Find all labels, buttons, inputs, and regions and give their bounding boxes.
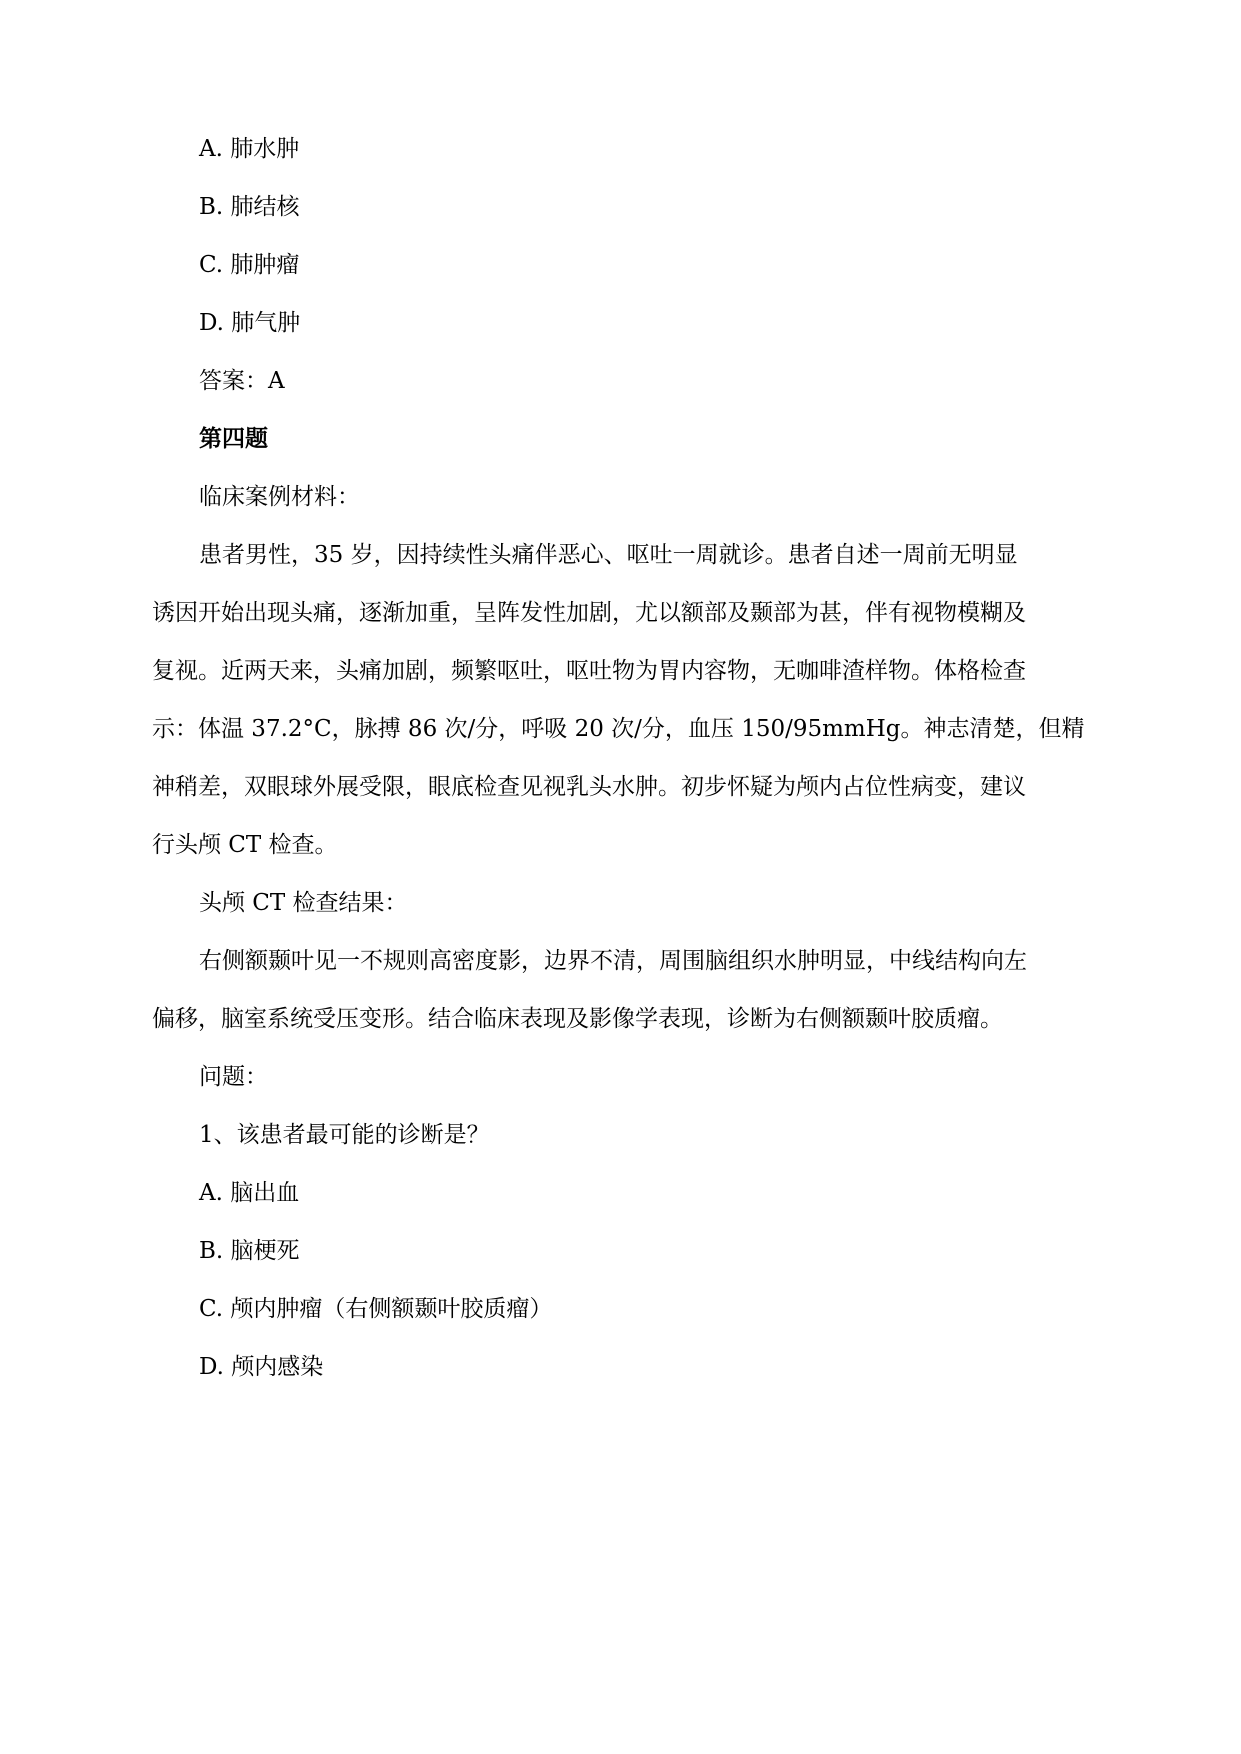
- ct-text-line-2: 偏移，脑室系统受压变形。结合临床表现及影像学表现，诊断为右侧额颞叶胶质瘤。: [152, 1006, 1003, 1032]
- case-text-line-4: 示：体温 37.2°C，脉搏 86 次/分，呼吸 20 次/分，血压 150/95mmHg。神志清楚，但精: [152, 716, 1085, 742]
- prev-option-a: A. 肺水肿: [199, 136, 300, 162]
- case-text-line-2: 诱因开始出现头痛，逐渐加重，呈阵发性加剧，尤以额部及颞部为甚，伴有视物模糊及: [152, 600, 1026, 626]
- prev-option-d: D. 肺气肿: [199, 310, 301, 336]
- q1-option-c: C. 颅内肿瘤（右侧额颞叶胶质瘤）: [199, 1296, 553, 1322]
- prev-answer: 答案：A: [199, 368, 285, 394]
- question-heading: 第四题: [199, 425, 268, 452]
- q1-option-a: A. 脑出血: [199, 1180, 300, 1206]
- prev-option-c: C. 肺肿瘤: [199, 252, 300, 278]
- ct-text-line-1: 右侧额颞叶见一不规则高密度影，边界不清，周围脑组织水肿明显，中线结构向左: [199, 948, 1027, 974]
- case-text-line-3: 复视。近两天来，头痛加剧，频繁呕吐，呕吐物为胃内容物，无咖啡渣样物。体格检查: [152, 658, 1026, 684]
- prev-option-b: B. 肺结核: [199, 194, 300, 220]
- question-1: 1、该患者最可能的诊断是？: [199, 1122, 490, 1148]
- questions-label: 问题：: [199, 1064, 268, 1090]
- q1-option-b: B. 脑梗死: [199, 1238, 300, 1264]
- case-text-line-1: 患者男性，35 岁，因持续性头痛伴恶心、呕吐一周就诊。患者自述一周前无明显: [199, 542, 1018, 568]
- case-text-line-6: 行头颅 CT 检查。: [152, 832, 338, 858]
- case-label: 临床案例材料：: [199, 484, 360, 510]
- case-text-line-5: 神稍差，双眼球外展受限，眼底检查见视乳头水肿。初步怀疑为颅内占位性病变，建议: [152, 774, 1026, 800]
- ct-label: 头颅 CT 检查结果：: [199, 890, 408, 916]
- q1-option-d: D. 颅内感染: [199, 1354, 324, 1380]
